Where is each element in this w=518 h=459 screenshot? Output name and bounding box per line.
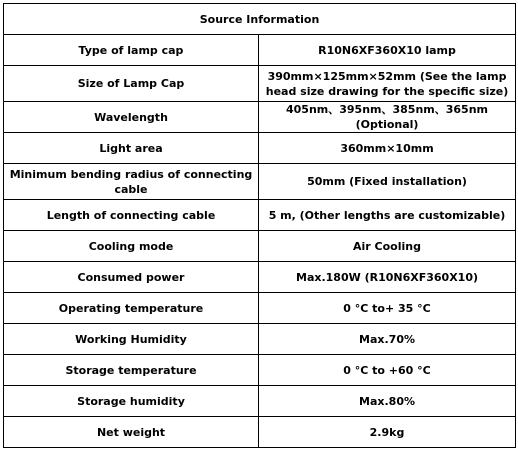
row-value: 405nm、395nm、385nm、365nm (Optional)	[259, 102, 516, 133]
row-label: Cooling mode	[4, 231, 259, 262]
table-row	[4, 66, 516, 102]
table-row	[4, 35, 516, 66]
row-label: Net weight	[4, 417, 259, 448]
row-label: Storage temperature	[4, 355, 259, 386]
table-row	[4, 102, 516, 133]
row-value: Air Cooling	[259, 231, 516, 262]
row-value: Max.180W (R10N6XF360X10)	[259, 262, 516, 293]
row-value: 5 m, (Other lengths are customizable)	[259, 200, 516, 231]
row-value: Max.70%	[259, 324, 516, 355]
table-row	[4, 231, 516, 262]
table-row	[4, 293, 516, 324]
row-label: Type of lamp cap	[4, 35, 259, 66]
row-value: 360mm×10mm	[259, 133, 516, 164]
table-row	[4, 133, 516, 164]
row-label: Consumed power	[4, 262, 259, 293]
row-value: R10N6XF360X10 lamp	[259, 35, 516, 66]
row-label: Light area	[4, 133, 259, 164]
row-value: 390mm×125mm×52mm (See the lamp head size drawing for the specific size)	[259, 66, 516, 102]
table-row	[4, 324, 516, 355]
row-label: Operating temperature	[4, 293, 259, 324]
table-header-row	[4, 4, 516, 35]
table-row	[4, 262, 516, 293]
row-label: Storage humidity	[4, 386, 259, 417]
table-row	[4, 417, 516, 448]
source-information-table	[3, 3, 516, 448]
table-row	[4, 355, 516, 386]
table-row	[4, 164, 516, 200]
row-value: Max.80%	[259, 386, 516, 417]
row-value: 0 °C to+ 35 °C	[259, 293, 516, 324]
table-row	[4, 200, 516, 231]
row-label: Working Humidity	[4, 324, 259, 355]
row-value: 2.9kg	[259, 417, 516, 448]
row-label: Wavelength	[4, 102, 259, 133]
table-row	[4, 386, 516, 417]
row-value: 50mm (Fixed installation)	[259, 164, 516, 200]
row-label: Length of connecting cable	[4, 200, 259, 231]
row-value: 0 °C to +60 °C	[259, 355, 516, 386]
table-title: Source Information	[4, 4, 516, 35]
row-label: Size of Lamp Cap	[4, 66, 259, 102]
row-label: Minimum bending radius of connecting cable	[4, 164, 259, 200]
